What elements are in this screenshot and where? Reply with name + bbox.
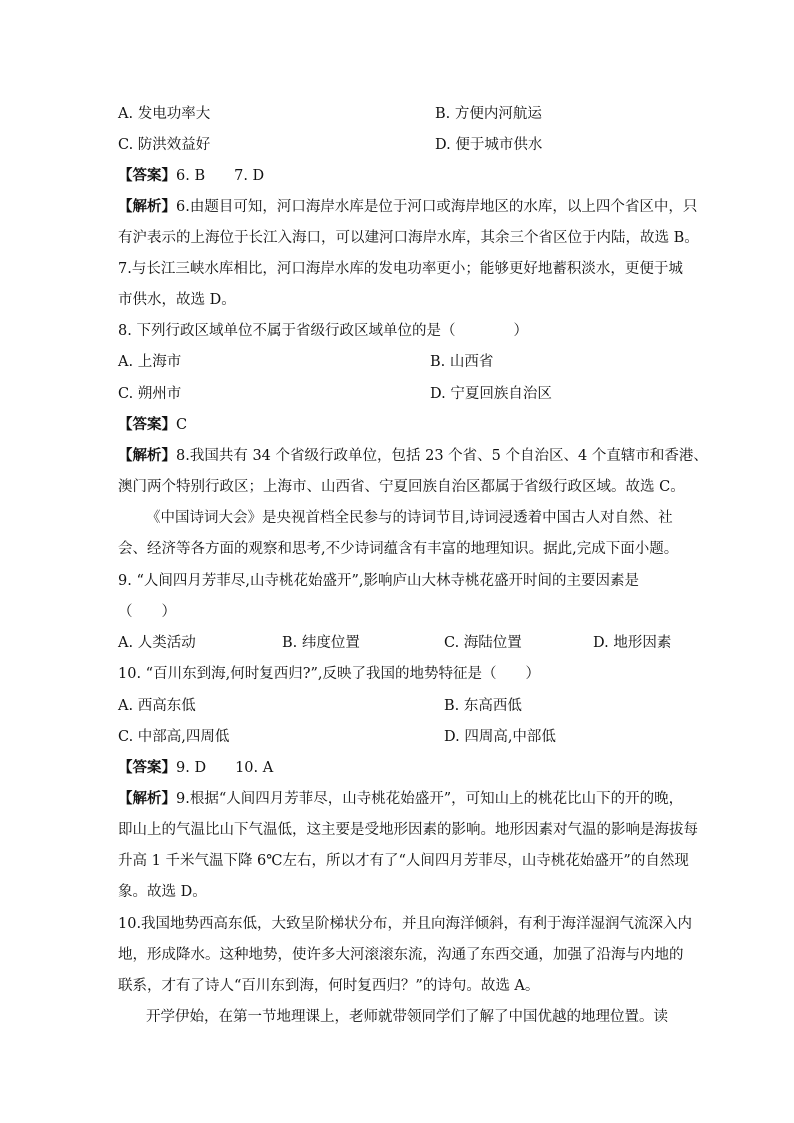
analysis-text: 6.由题目可知，河口海岸水库是位于河口或海岸地区的水库，以上四个省区中，只 bbox=[176, 199, 698, 215]
q7-option-a: A. 发电功率大 bbox=[118, 106, 211, 122]
q9-paren: （ ） bbox=[118, 604, 176, 620]
analysis-label: 【解析】 bbox=[118, 790, 176, 807]
answer-text: 9. D 10. A bbox=[176, 760, 274, 776]
analysis-text: 8.我国共有 34 个省级行政单位，包括 23 个省、5 个自治区、4 个直辖市和香港、 bbox=[176, 448, 708, 464]
answer-text: 6. B 7. D bbox=[176, 168, 265, 184]
q9-option-a: A. 人类活动 bbox=[118, 635, 196, 651]
q9-option-c: C. 海陆位置 bbox=[444, 635, 522, 651]
answer-6-7 bbox=[118, 166, 264, 186]
q8-option-a: A. 上海市 bbox=[118, 354, 182, 370]
intro-next-line-1: 开学伊始，在第一节地理课上，老师就带领同学们了解了中国优越的地理位置。读 bbox=[146, 1009, 668, 1025]
analysis-8-line-2: 澳门两个特别行政区；上海市、山西省、宁夏回族自治区都属于省级行政区域。故选 C。 bbox=[118, 479, 685, 495]
q10-option-b: B. 东高西低 bbox=[444, 698, 522, 714]
q7-option-d: D. 便于城市供水 bbox=[435, 137, 543, 153]
analysis-9-10-line-2: 即山上的气温比山下气温低，这主要是受地形因素的影响。地形因素对气温的影响是海拔每 bbox=[118, 822, 698, 838]
answer-label: 【答案】 bbox=[118, 167, 176, 184]
q10-stem: 10. “百川东到海,何时复西归?”,反映了我国的地势特征是（ ） bbox=[118, 666, 540, 682]
analysis-6-7-line-3: 7.与长江三峡水库相比，河口海岸水库的发电功率更小；能够更好地蓄积淡水，更便于城 bbox=[118, 261, 683, 277]
analysis-text: 9.根据“人间四月芳菲尽，山寺桃花始盛开”，可知山上的桃花比山下的开的晚， bbox=[176, 791, 684, 807]
analysis-6-7-line-1 bbox=[118, 197, 697, 217]
q8-option-d: D. 宁夏回族自治区 bbox=[430, 386, 552, 402]
q9-stem: 9. “人间四月芳菲尽,山寺桃花始盛开”,影响庐山大林寺桃花盛开时间的主要因素是 bbox=[118, 573, 639, 589]
analysis-9-10-line-1 bbox=[118, 789, 683, 809]
analysis-9-10-line-6: 地，形成降水。这种地势，使许多大河滚滚东流，沟通了东西交通，加强了沿海与内地的 bbox=[118, 947, 684, 963]
analysis-9-10-line-5: 10.我国地势西高东低，大致呈阶梯状分布，并且向海洋倾斜，有利于海洋湿润气流深入内 bbox=[118, 916, 693, 932]
intro-9-10-line-1: 《中国诗词大会》是央视首档全民参与的诗词节目,诗词浸透着中国古人对自然、社 bbox=[146, 510, 673, 526]
q8-option-c: C. 朔州市 bbox=[118, 386, 182, 402]
q7-option-b: B. 方便内河航运 bbox=[435, 106, 542, 122]
answer-label: 【答案】 bbox=[118, 416, 176, 433]
answer-text: C bbox=[176, 417, 188, 433]
analysis-9-10-line-4: 象。故选 D。 bbox=[118, 884, 207, 900]
analysis-label: 【解析】 bbox=[118, 447, 176, 464]
q8-stem: 8. 下列行政区域单位不属于省级行政区域单位的是（ ） bbox=[118, 323, 528, 339]
q9-option-b: B. 纬度位置 bbox=[282, 635, 360, 651]
answer-9-10 bbox=[118, 758, 273, 778]
q10-option-d: D. 四周高,中部低 bbox=[444, 729, 556, 745]
q10-option-a: A. 西高东低 bbox=[118, 698, 196, 714]
analysis-9-10-line-7: 联系，才有了诗人“百川东到海，何时复西归？”的诗句。故选 A。 bbox=[118, 978, 540, 994]
q9-option-d: D. 地形因素 bbox=[593, 635, 672, 651]
analysis-label: 【解析】 bbox=[118, 198, 176, 215]
analysis-9-10-line-3: 升高 1 千米气温下降 6℃左右，所以才有了“人间四月芳菲尽，山寺桃花始盛开”的自然现 bbox=[118, 853, 689, 869]
answer-8 bbox=[118, 415, 187, 435]
analysis-6-7-line-2: 有沪表示的上海位于长江入海口，可以建河口海岸水库，其余三个省区位于内陆，故选 B。 bbox=[118, 230, 699, 246]
q7-option-c: C. 防洪效益好 bbox=[118, 137, 211, 153]
intro-9-10-line-2: 会、经济等各方面的观察和思考,不少诗词蕴含有丰富的地理知识。据此,完成下面小题。 bbox=[118, 541, 679, 557]
answer-label: 【答案】 bbox=[118, 759, 176, 776]
q8-option-b: B. 山西省 bbox=[430, 354, 494, 370]
analysis-6-7-line-4: 市供水，故选 D。 bbox=[118, 292, 236, 308]
analysis-8-line-1 bbox=[118, 446, 708, 466]
q10-option-c: C. 中部高,四周低 bbox=[118, 729, 230, 745]
